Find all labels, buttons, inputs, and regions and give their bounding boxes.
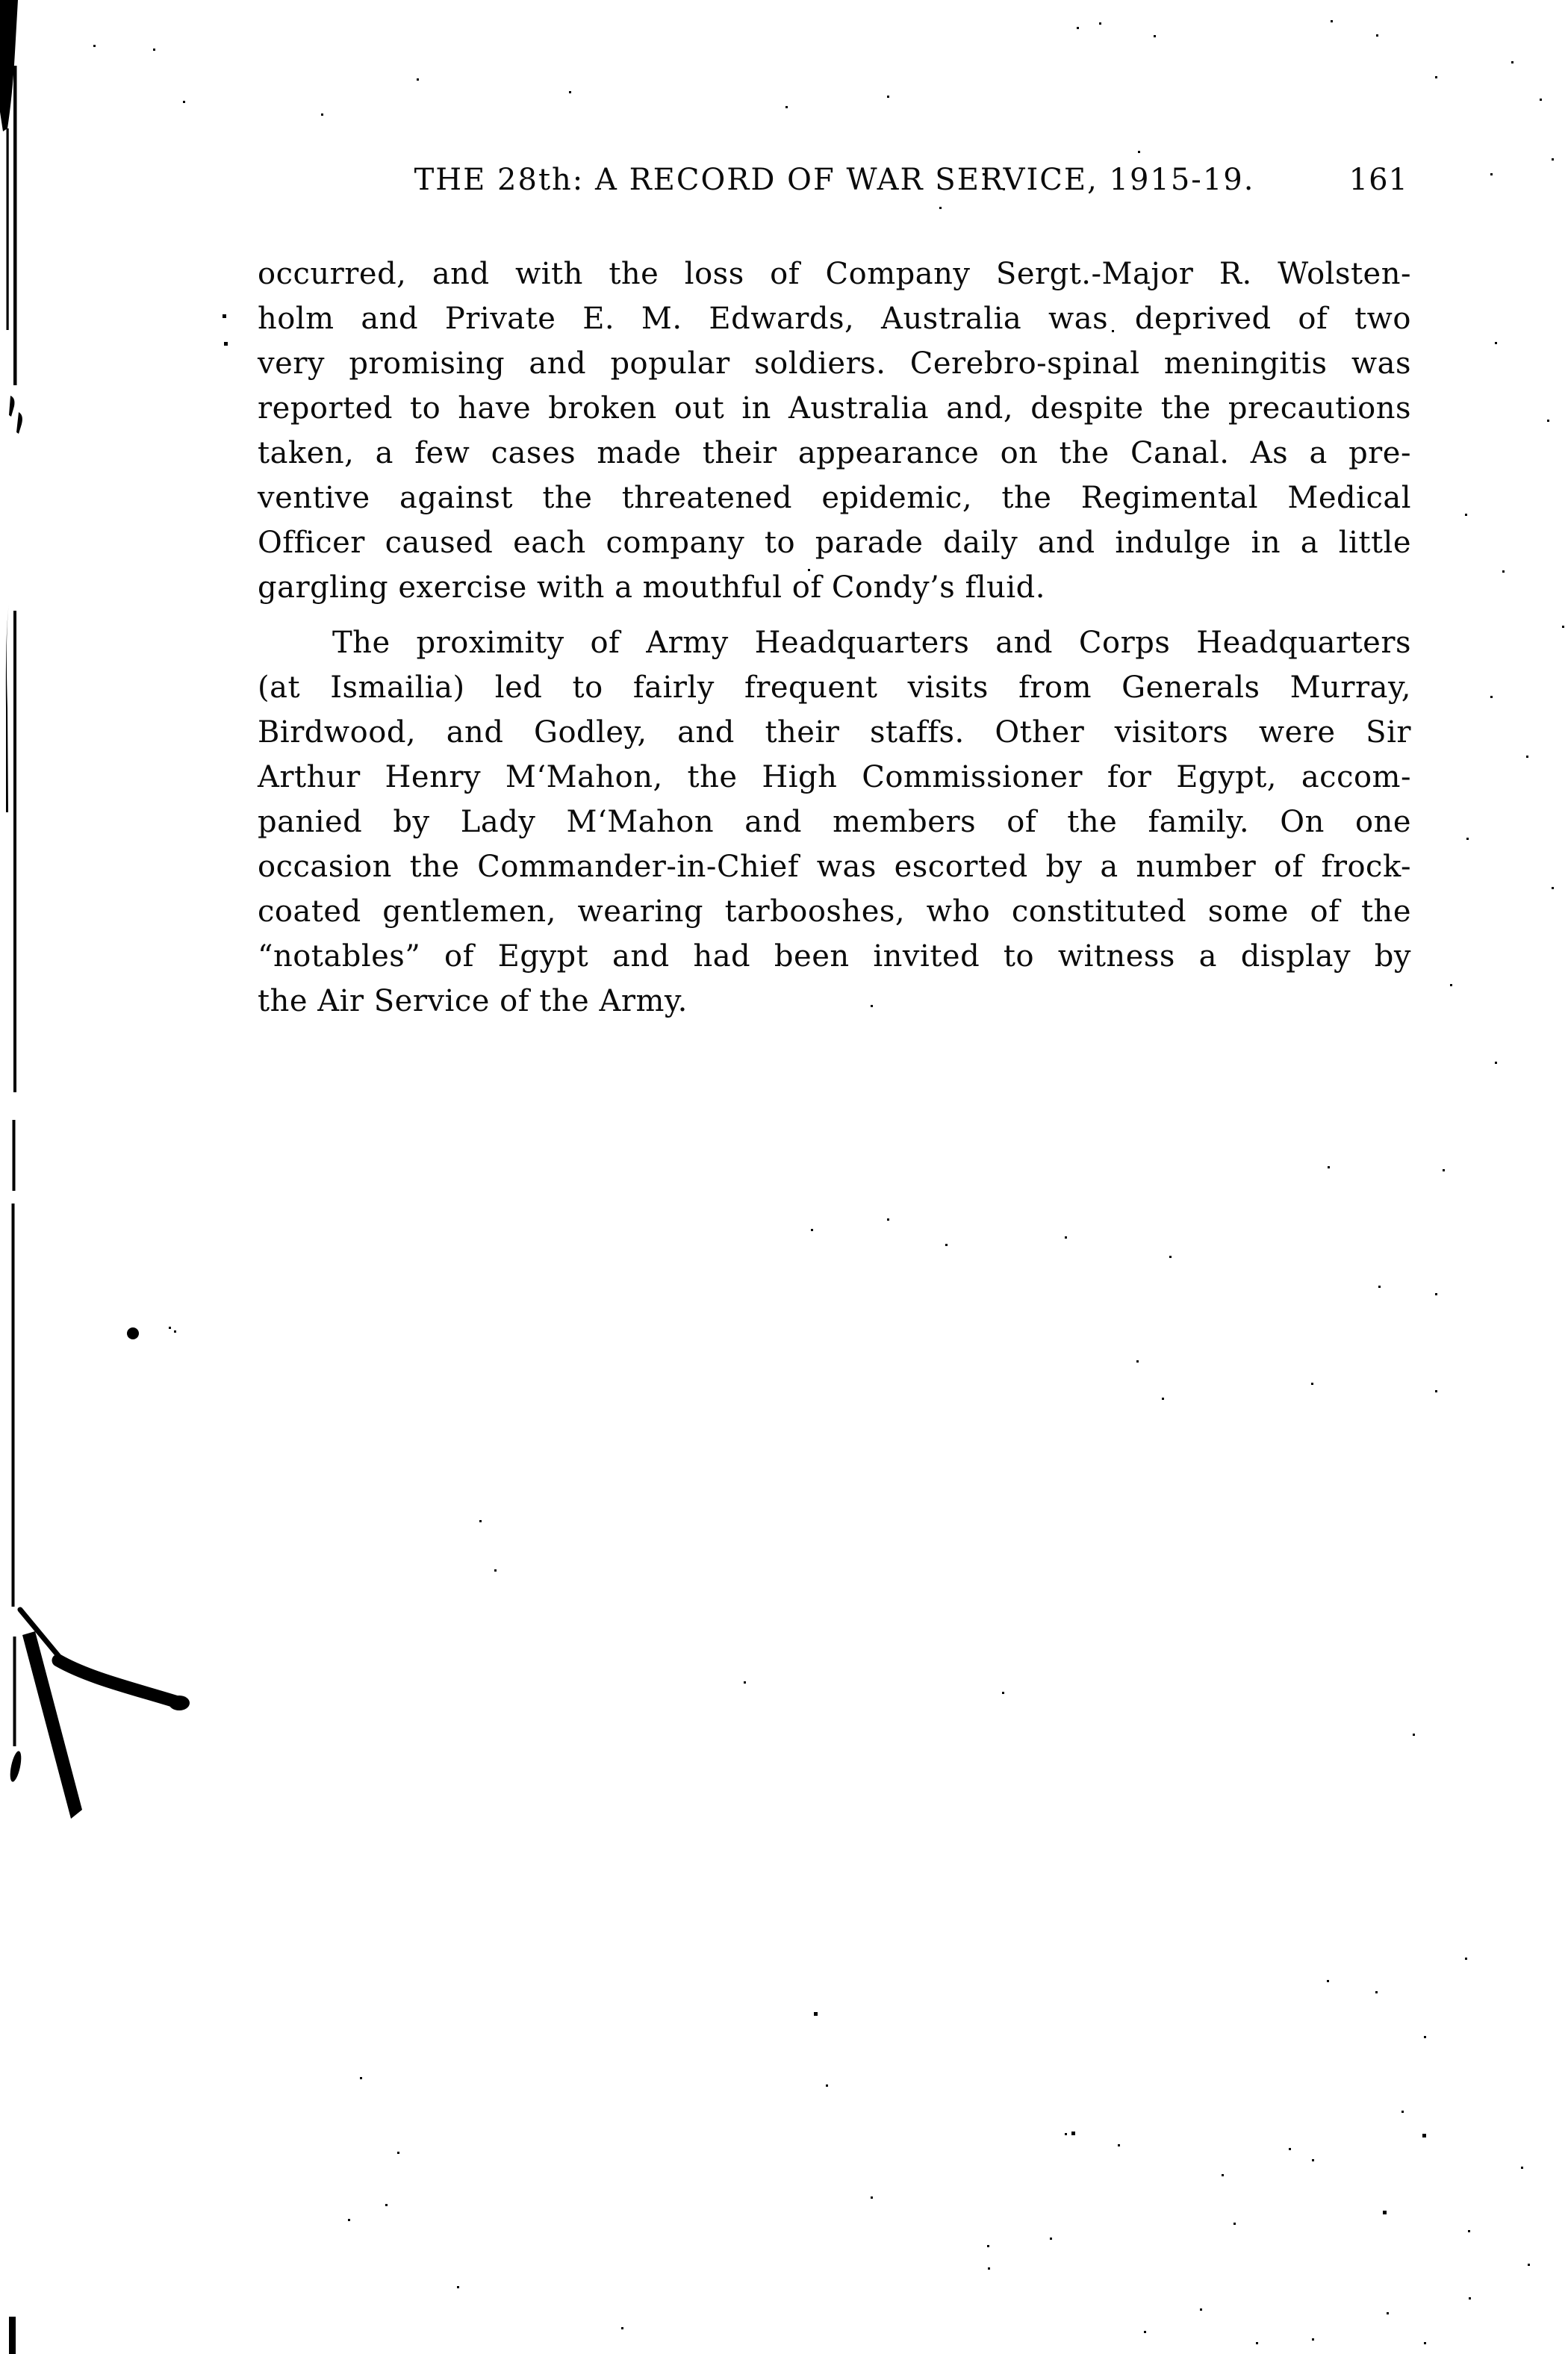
scan-noise-specks (0, 2, 4, 6)
page-number: 161 (1348, 163, 1408, 197)
text-line: Arthur Henry M‘Mahon, the High Commissioner for Egypt, accom- (258, 760, 1411, 794)
ink-mark-gutter-line (7, 128, 9, 330)
text-line: very promising and popular soldiers. Cerebro-spinal meningitis was (258, 346, 1411, 381)
text-block (258, 161, 1411, 1024)
text-line: ventive against the threatened epidemic, the Regimental Medical (258, 481, 1411, 515)
text-line: reported to have broken out in Australia and, despite the precautions (258, 391, 1411, 426)
ink-mark-blob (8, 1750, 23, 1783)
text-line: gargling exercise with a mouthful of Condy’s fluid. (258, 570, 1045, 605)
ink-mark-fork-blob (169, 1696, 190, 1710)
ink-mark-fork-branch (58, 1660, 178, 1702)
text-line: Birdwood, and Godley, and their staffs. Other visitors were Sir (258, 715, 1411, 750)
paragraph-1 (258, 252, 1411, 610)
paragraph-2 (258, 620, 1411, 1024)
ink-mark-gutter-line (13, 1637, 16, 1746)
text-line: panied by Lady M‘Mahon and members of the family. On one (258, 805, 1411, 839)
text-line: “notables” of Egypt and had been invited to witness a display by (258, 939, 1411, 974)
running-header-title: THE 28th: A RECORD OF WAR SERVICE, 1915-19. (414, 163, 1255, 197)
ink-mark-binding-wedge (0, 0, 18, 131)
ink-mark-gutter-line (13, 66, 17, 385)
text-line: Officer caused each company to parade daily and indulge in a little (258, 526, 1411, 560)
running-header (258, 161, 1411, 199)
ink-mark-gutter-line (12, 1204, 15, 1607)
text-line: holm and Private E. M. Edwards, Australia was deprived of two (258, 302, 1411, 336)
scan-noise (0, 0, 1, 1)
text-line: occurred, and with the loss of Company Sergt.-Major R. Wolsten- (258, 257, 1411, 291)
ink-mark-comma (16, 412, 22, 434)
ink-mark-comma (9, 396, 14, 417)
text-line: (at Ismailia) led to fairly frequent visits from Generals Murray, (258, 670, 1411, 705)
text-line: the Air Service of the Army. (258, 984, 688, 1018)
ink-mark-fork-branch (20, 1610, 63, 1662)
ink-mark-dot (127, 1327, 139, 1339)
text-line: occasion the Commander-in-Chief was escorted by a number of frock- (258, 850, 1411, 884)
ink-mark-gutter-line (13, 611, 16, 1092)
text-line: coated gentlemen, wearing tarbooshes, who constituted some of the (258, 894, 1411, 929)
text-line: taken, a few cases made their appearance on the Canal. As a pre- (258, 436, 1411, 470)
ink-mark-gutter-line (6, 603, 9, 812)
ink-mark-gutter-line (13, 1120, 16, 1191)
ink-mark-corner-bar (9, 2317, 16, 2354)
ink-mark-fork-branch (22, 1631, 82, 1819)
text-line: The proximity of Army Headquarters and Corps Headquarters (332, 626, 1411, 660)
